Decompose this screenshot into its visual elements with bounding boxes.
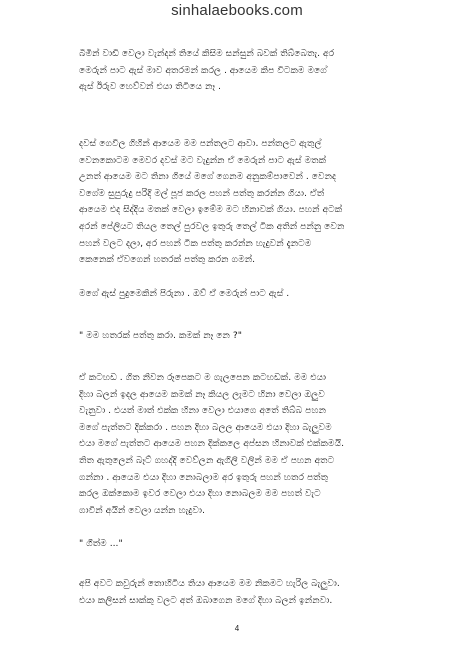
text-line: අපි අවට කවුරුන් තොහිටිය තියා ආයෙම මම නිකමට හැරිල බැලුවා.	[79, 578, 340, 589]
text-line: " ගීත්ම ..."	[79, 538, 123, 549]
text-line: ගන්නා . ආයෙම එයා දිහා නොබලාම අර ඉතුරු පහන් හතර පත්තු	[79, 471, 329, 483]
text-line: මගේ පැත්තට දික්කරා . පහන දිහා බලල ආයෙම එයා දිහා බැලුවම	[79, 421, 332, 433]
text-line: මගේ ඇස් පුදුමෙකින් පිරුනා . ඔව් ඒ මෙරුන් පාට ඇස් .	[79, 288, 290, 299]
text-line: උනත් ආයෙම මට තිනා ගියේ මගේ ගෙනම අනුකම්පාවෙන් . වෙනද	[79, 171, 337, 183]
text-line: එයා කලිසන් සාක්කු වලට අත් ඔබාගෙන මගේ දිහා බලන් ඉන්නවා.	[79, 594, 333, 606]
paragraph-1	[79, 46, 399, 96]
paragraph-6	[79, 536, 399, 553]
text-line: ඇස් ඊරුව හෙව්වන් එයා තිටියෙ නෑ .	[79, 81, 221, 93]
text-line: අරන් පේලියට තියල තෙල් පුරවල ඉතුරු තෙල් ටික අතින් පන්නු වෙන	[79, 220, 345, 232]
site-header: sinhalaebooks.com	[171, 2, 303, 19]
text-line: මෙරුන් පාට ඇස් මාව අතරමන් කරල . ආයෙම කිප විටකම මගේ	[79, 64, 327, 76]
text-line: වෙනකොටම මෙවර දවස් මට වැදුන්න ඒ මෙරුන් පාට ඇස් මතක්	[79, 154, 327, 166]
text-line: කෙනෙක් ඒවගෙන් හතරක් පත්තු කරන ගමන්.	[79, 254, 256, 266]
text-line: එයා මගේ පැත්තට ආයෙම පහන දික්කලෙ අප්සන හිනාවක් එක්කමයි.	[79, 438, 345, 450]
text-line: දවස් ගෙවිල ගිහින් ආයෙම මම පන්තලට ආවා. පන්තලට ඇතුල්	[79, 138, 322, 149]
paragraph-4	[79, 328, 399, 345]
text-line: " මම හතරක් පත්තු කරා. කමක් නෑ නෙ ?"	[79, 330, 242, 341]
text-line: බිමින් වාඩි වෙලා වැන්දන් තියේ කිසිම සන්සුන් බවක් තිබ්බෙතැ. අර	[79, 48, 335, 59]
text-line: ගාවින් අයින් වෙලා යන්න හැදුවා.	[79, 504, 205, 516]
paragraph-3	[79, 286, 399, 303]
text-line: වැනුවා . එයත් මාත් එක්ක හිනා වෙලා එයාගෙ අතේ තිබ්බ පහන	[79, 405, 327, 417]
paragraph-5	[79, 370, 399, 519]
text-line: ඒ කටහඩ . ගිත නිවන රූපෙකට ම ගැලපෙන කටහඩක්. මම එයා	[79, 372, 327, 383]
text-line: තිත ඇතුලෙන් බෑට් ගහද්දි වෙව්ලන ඇගිලි වලින් මම ඒ පහන අතට	[79, 454, 335, 466]
paragraph-2	[79, 136, 399, 269]
text-line: වගේම සුපුරුදු පරිදි මල් පූජ කරල පහන් පත්තු කරන්න ගියා. ඒත්	[79, 187, 325, 199]
paragraph-7	[79, 576, 399, 609]
text-line: ආයෙම එද සිද්දිය මතක් වෙලා ඉමේම මට හිනාවක් ගියා. පහන් අටක්	[79, 204, 343, 216]
page-number: 4	[234, 624, 240, 633]
text-line: පහන් වලට දලා, අර පහන් ටික පත්තු කරන්න හැදුවන් දැනටම	[79, 237, 312, 249]
text-line: කරල ඔක්කොම ඉවර වෙලා එයා දිහා නොබලම මම පහත් වැට	[79, 488, 321, 500]
text-line: දිහා බලන් ඉදල ආයෙම කමක් නෑ කියල ලැමට හිනා වෙලා ඔලුව	[79, 388, 325, 400]
